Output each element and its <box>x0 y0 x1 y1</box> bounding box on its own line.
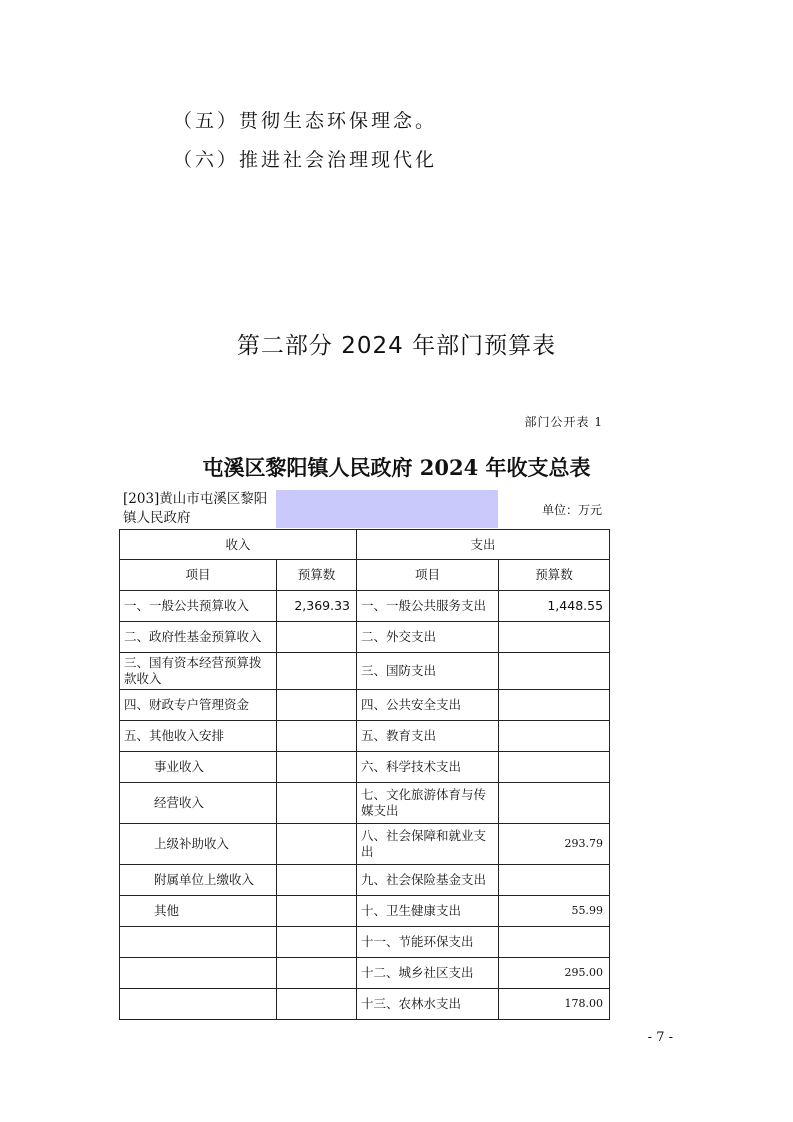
table-row <box>120 591 610 622</box>
expense-item: 九、社会保险基金支出 <box>357 865 499 896</box>
income-value: 2,369.33 <box>277 591 357 622</box>
body-line-5: （五）贯彻生态环保理念。 <box>173 110 438 132</box>
table-row <box>120 622 610 653</box>
expense-value <box>499 690 610 721</box>
table-number: 部门公开表 1 <box>524 415 603 429</box>
expense-value <box>499 653 610 690</box>
income-value <box>277 824 357 865</box>
table-row <box>120 752 610 783</box>
table-row <box>120 958 610 989</box>
expense-value <box>499 752 610 783</box>
expense-value <box>499 783 610 824</box>
header-row-1 <box>120 530 610 560</box>
expense-item: 一、一般公共服务支出 <box>357 591 499 622</box>
table-row <box>120 896 610 927</box>
table-row <box>120 653 610 690</box>
org-name: [203]黄山市屯溪区黎阳镇人民政府 <box>123 491 268 526</box>
income-value <box>277 653 357 690</box>
income-item: 上级补助收入 <box>120 824 277 865</box>
table-row <box>120 690 610 721</box>
income-item <box>120 989 277 1020</box>
unit-label: 单位：万元 <box>542 503 603 517</box>
income-item-header: 项目 <box>120 560 277 591</box>
expense-header: 支出 <box>357 530 610 560</box>
income-item: 附属单位上缴收入 <box>120 865 277 896</box>
income-value <box>277 721 357 752</box>
income-item: 一、一般公共预算收入 <box>120 591 277 622</box>
income-item: 二、政府性基金预算收入 <box>120 622 277 653</box>
expense-value: 1,448.55 <box>499 591 610 622</box>
income-value <box>277 896 357 927</box>
expense-item: 六、科学技术支出 <box>357 752 499 783</box>
income-value <box>277 622 357 653</box>
expense-value <box>499 721 610 752</box>
income-header: 收入 <box>120 530 357 560</box>
income-value <box>277 989 357 1020</box>
table-row <box>120 927 610 958</box>
part-title: 第二部分 2024 年部门预算表 <box>236 333 557 359</box>
income-budget-header: 预算数 <box>277 560 357 591</box>
income-item <box>120 958 277 989</box>
header-row-2 <box>120 560 610 591</box>
income-value <box>277 783 357 824</box>
table-row <box>120 783 610 824</box>
table-row <box>120 721 610 752</box>
expense-value: 178.00 <box>499 989 610 1020</box>
expense-value <box>499 927 610 958</box>
expense-item: 十二、城乡社区支出 <box>357 958 499 989</box>
income-item: 其他 <box>120 896 277 927</box>
expense-item: 五、教育支出 <box>357 721 499 752</box>
body-line-6: （六）推进社会治理现代化 <box>173 149 438 171</box>
expense-item: 十三、农林水支出 <box>357 989 499 1020</box>
expense-item-header: 项目 <box>357 560 499 591</box>
income-value <box>277 865 357 896</box>
income-item: 五、其他收入安排 <box>120 721 277 752</box>
expense-item: 八、社会保障和就业支出 <box>357 824 499 865</box>
income-item <box>120 927 277 958</box>
expense-item: 二、外交支出 <box>357 622 499 653</box>
expense-budget-header: 预算数 <box>499 560 610 591</box>
expense-value: 295.00 <box>499 958 610 989</box>
expense-value: 55.99 <box>499 896 610 927</box>
table-row <box>120 989 610 1020</box>
page-number: - 7 - <box>647 1030 673 1045</box>
expense-value <box>499 622 610 653</box>
expense-item: 七、文化旅游体育与传媒支出 <box>357 783 499 824</box>
income-value <box>277 752 357 783</box>
budget-table <box>119 529 610 1020</box>
income-value <box>277 958 357 989</box>
income-item: 三、国有资本经营预算拨款收入 <box>120 653 277 690</box>
expense-value <box>499 865 610 896</box>
expense-value: 293.79 <box>499 824 610 865</box>
income-value <box>277 927 357 958</box>
income-value <box>277 690 357 721</box>
table-title: 屯溪区黎阳镇人民政府 2024 年收支总表 <box>202 455 591 480</box>
table-row <box>120 824 610 865</box>
expense-item: 十、卫生健康支出 <box>357 896 499 927</box>
expense-item: 十一、节能环保支出 <box>357 927 499 958</box>
expense-item: 三、国防支出 <box>357 653 499 690</box>
table-row <box>120 865 610 896</box>
income-item: 经营收入 <box>120 783 277 824</box>
income-item: 事业收入 <box>120 752 277 783</box>
highlight-box <box>276 490 498 528</box>
income-item: 四、财政专户管理资金 <box>120 690 277 721</box>
expense-item: 四、公共安全支出 <box>357 690 499 721</box>
